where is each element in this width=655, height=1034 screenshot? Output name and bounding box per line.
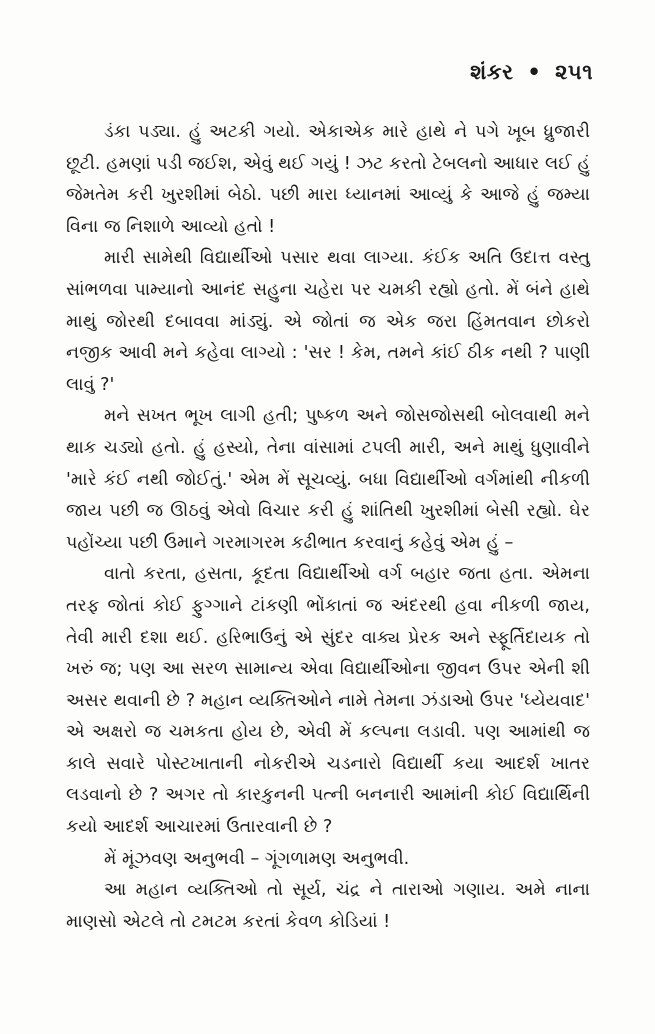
paragraph: મારી સામેથી વિદ્યાર્થીઓ પસાર થવા લાગ્યા. કંઈક અતિ ઉદાત્ત વસ્તુ સાંભળવા પામ્યાનો આનંદ સહુના ચહેરા પર ચમકી રહ્યો હતો. મેં બંને હાથે માથું જોરથી દબાવવા માંડ્યું. એ જોતાં જ એક જરા હિંમતવાન છોકરો નજીક આવી મને કહેવા લાગ્યો : 'સર ! કેમ, તમને કાંઈ ઠીક નથી ? પાણી લાવું ?' (66, 248, 590, 395)
page-number: ૨૫૧ (555, 60, 593, 84)
paragraph: મેં મૂંઝવણ અનુભવી – ગૂંગળામણ અનુભવી. (104, 848, 410, 869)
book-title: શંકર (470, 60, 514, 84)
body-text (66, 117, 590, 938)
paragraph: વાતો કરતા, હસતા, કૂદતા વિદ્યાર્થીઓ વર્ગ બહાર જતા હતા. એમના તરફ જોતાં કોઈ ફુગ્ગાને ટાંકણી ભોંકાતાં જ અંદરથી હવા નીકળી જાય, તેવી મારી દશા થઈ. હરિભાઉનું એ સુંદર વાક્ય પ્રેરક અને સ્ફૂર્તિદાયક તો ખરું જ; પણ આ સરળ સામાન્ય એવા વિદ્યાર્થીઓના જીવન ઉપર એની શી અસર થવાની છે ? મહાન વ્યક્તિઓને નામે તેમના ઝંડાઓ ઉપર 'ધ્યેયવાદ' એ અક્ષરો જ ચમકતા હોય છે, એવી મેં કલ્પના લડાવી. પણ આમાંથી જ કાલે સવારે પોસ્ટખાતાની નોકરીએ ચડનારો વિદ્યાર્થી કયા આદર્શ ખાતર લડવાનો છે ? અગર તો કારકુનની પત્ની બનનારી આમાંની કોઈ વિદ્યાર્થિની કયો આદર્શ આચારમાં ઉતારવાની છે ? (66, 564, 590, 838)
paragraph: આ મહાન વ્યક્તિઓ તો સૂર્ય, ચંદ્ર ને તારાઓ ગણાય. અમે નાના માણસો એટલે તો ટમટમ કરતાં કેવળ કોડિયાં ! (66, 880, 590, 932)
header-separator: • (527, 60, 542, 84)
paragraph: ડંકા પડ્યા. હું અટકી ગયો. એકાએક મારે હાથે ને પગે ખૂબ ધ્રુજારી છૂટી. હમણાં પડી જઈશ, એવું થઈ ગયું ! ઝટ કરતો ટેબલનો આધાર લઈ હું જેમતેમ કરી ખુરશીમાં બેઠો. પછી મારા ધ્યાનમાં આવ્યું કે આજે હું જમ્યા વિના જ નિશાળે આવ્યો હતો ! (66, 122, 590, 237)
paragraph: મને સખત ભૂખ લાગી હતી; પુષ્કળ અને જોસજોસથી બોલવાથી મને થાક ચડ્યો હતો. હું હસ્યો, તેના વાંસામાં ટપલી મારી, અને માથું ધુણાવીને 'મારે કંઈ નથી જોઈતું.' એમ મેં સૂચવ્યું. બધા વિદ્યાર્થીઓ વર્ગમાંથી નીકળી જાય પછી જ ઊઠવું એવો વિચાર કરી હું શાંતિથી ખુરશીમાં બેસી રહ્યો. ઘેર પહોંચ્યા પછી ઉમાને ગરમાગરમ કઢીભાત કરવાનું કહેવું એમ હું – (66, 406, 590, 553)
running-header (470, 60, 593, 85)
